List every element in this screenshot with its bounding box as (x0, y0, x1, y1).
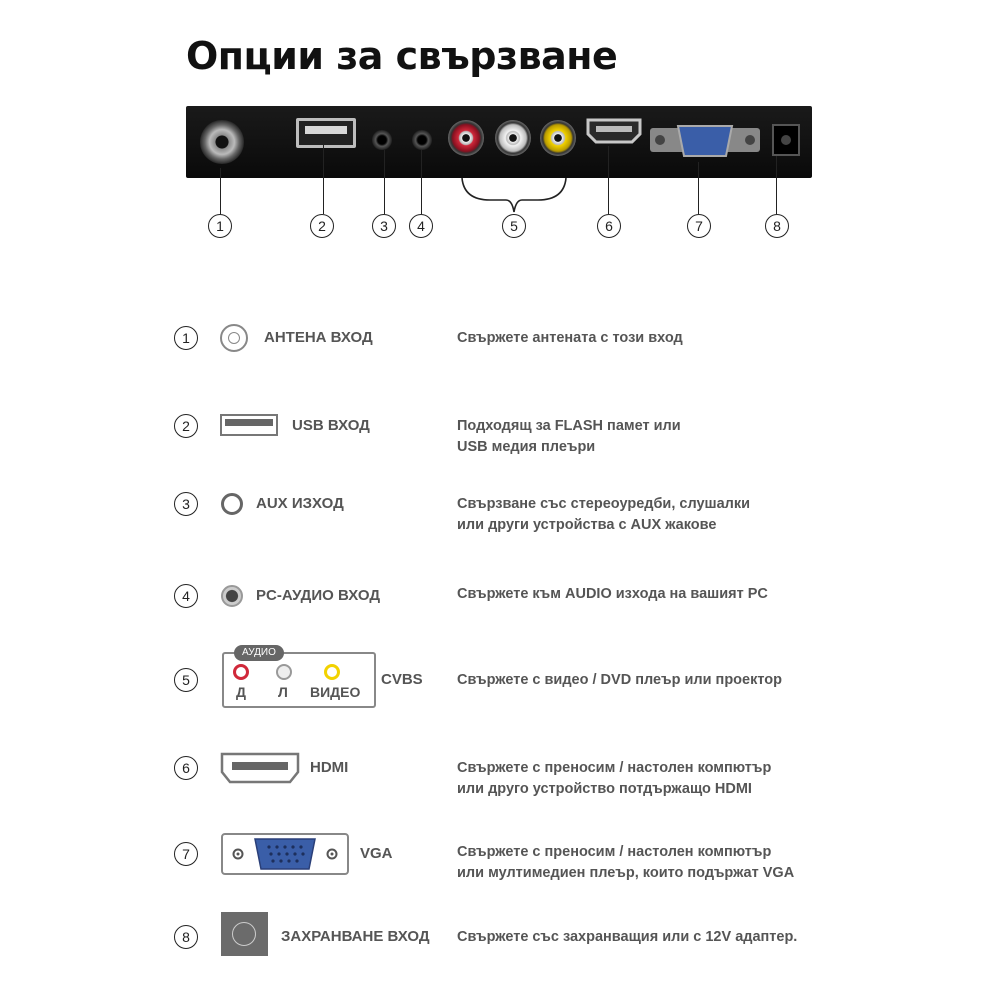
row-description: Свържете с видео / DVD плеър или проектор (457, 672, 782, 688)
callout-number-4: 4 (409, 214, 433, 238)
row-description: Свържете със захранващия или с 12V адаптер. (457, 929, 798, 945)
row-number: 6 (174, 756, 198, 780)
row-label: HDMI (310, 759, 349, 776)
callout-number-8: 8 (765, 214, 789, 238)
row-description: Свържете с преносим / настолен компютър или друго устройство потдържащо HDMI (457, 760, 772, 797)
callout-number-6: 6 (597, 214, 621, 238)
callout-line-6 (608, 146, 609, 214)
callout-number-2: 2 (310, 214, 334, 238)
power-jack-icon (221, 912, 268, 956)
connector-panel-photo (186, 106, 812, 178)
hdmi-icon (220, 752, 300, 789)
callout-line-7 (698, 162, 699, 214)
vga-port-icon (650, 122, 760, 160)
callout-bracket-5 (460, 176, 568, 216)
row-number: 3 (174, 492, 198, 516)
antenna-port-icon (200, 120, 244, 164)
power-port-icon (772, 124, 800, 156)
video-label: ВИДЕО (310, 684, 361, 700)
yellow-jack-icon (324, 664, 340, 680)
row-label: CVBS (381, 671, 423, 688)
rca-white-jack-icon (495, 120, 531, 156)
left-channel-label: Л (278, 684, 288, 700)
row-description: Свържете антената с този вход (457, 330, 683, 346)
callout-number-1: 1 (208, 214, 232, 238)
callout-number-3: 3 (372, 214, 396, 238)
row-label: ЗАХРАНВАНЕ ВХОД (281, 928, 430, 945)
usb-port-icon (296, 118, 356, 148)
row-label: VGA (360, 845, 393, 862)
row-number: 4 (174, 584, 198, 608)
callout-line-3 (384, 150, 385, 214)
row-label: АНТЕНА ВХОД (264, 329, 373, 346)
white-jack-icon (276, 664, 292, 680)
red-jack-icon (233, 664, 249, 680)
row-number: 2 (174, 414, 198, 438)
vga-icon (221, 833, 349, 880)
rca-jacks-icon (222, 647, 376, 708)
row-description: Свържете към AUDIO изхода на вашият PC (457, 586, 768, 602)
aux-jack-icon (221, 493, 243, 515)
audio-tab-label: АУДИО (234, 645, 284, 661)
antenna-icon (220, 324, 248, 352)
rca-red-jack-icon (448, 120, 484, 156)
callout-number-5: 5 (502, 214, 526, 238)
rca-yellow-jack-icon (540, 120, 576, 156)
row-description: Подходящ за FLASH памет или USB медия плеъри (457, 418, 681, 455)
pc-audio-port-icon (412, 130, 432, 150)
aux-port-icon (372, 130, 392, 150)
callout-line-2 (323, 142, 324, 214)
row-label: USB ВХОД (292, 417, 370, 434)
page-title: Опции за свързване (186, 34, 618, 78)
callout-number-7: 7 (687, 214, 711, 238)
right-channel-label: Д (236, 684, 246, 700)
row-number: 7 (174, 842, 198, 866)
callout-line-8 (776, 156, 777, 214)
callout-line-1 (220, 168, 221, 214)
row-description: Свързване със стереоуредби, слушалки или други устройства с AUX жакове (457, 496, 751, 533)
callout-line-4 (421, 150, 422, 214)
hdmi-port-icon (586, 118, 642, 144)
row-number: 8 (174, 925, 198, 949)
row-description: Свържете с преносим / настолен компютър или мултимедиен плеър, които подържат VGA (457, 844, 795, 881)
row-number: 5 (174, 668, 198, 692)
row-number: 1 (174, 326, 198, 350)
pc-audio-jack-icon (221, 585, 243, 607)
usb-icon (220, 414, 278, 436)
row-label: PC-АУДИО ВХОД (256, 587, 380, 604)
row-label: AUX ИЗХОД (256, 495, 344, 512)
